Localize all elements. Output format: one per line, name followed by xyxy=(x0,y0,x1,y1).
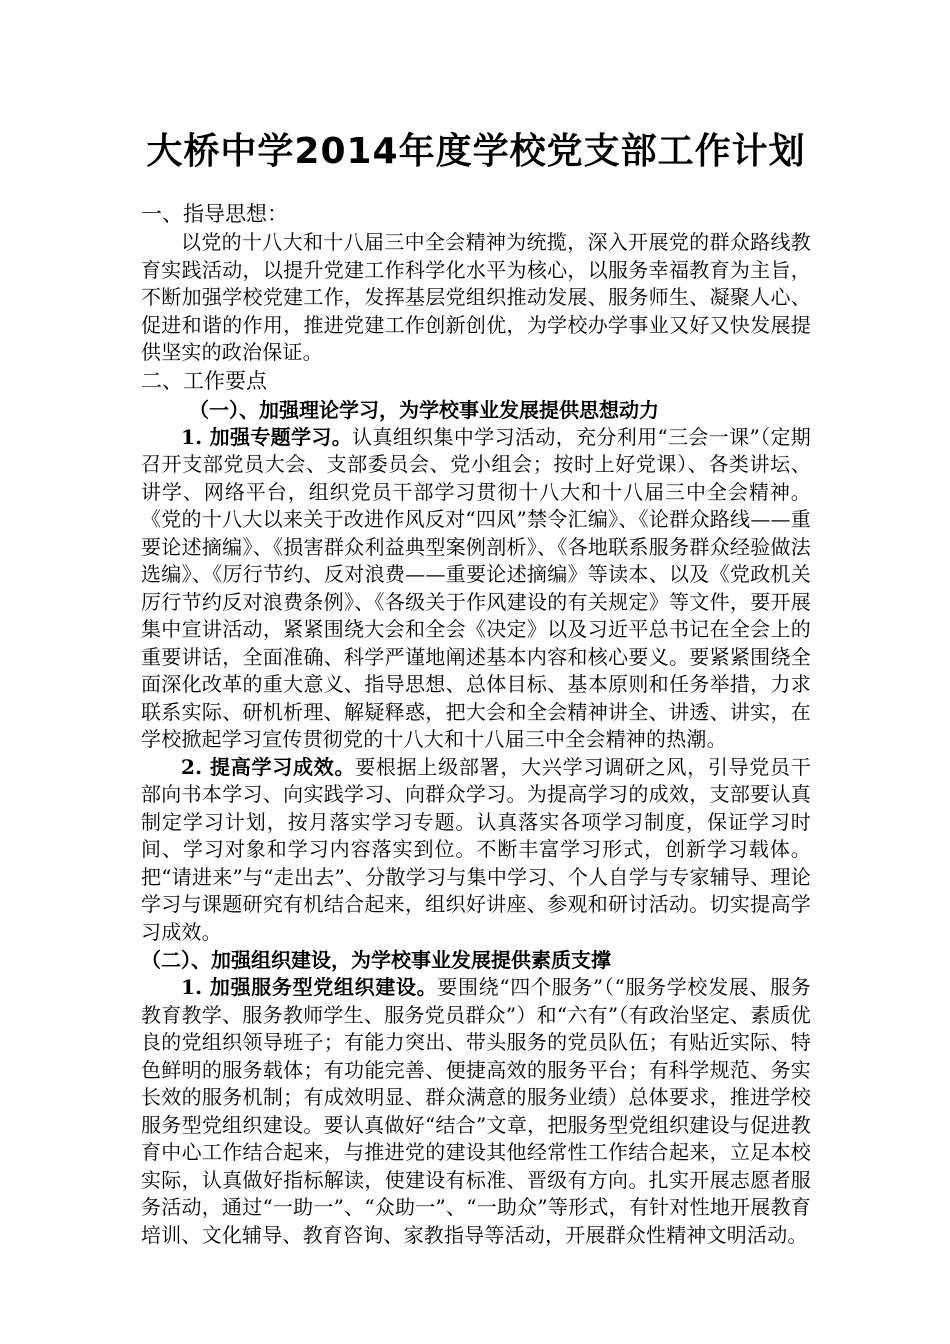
part2-item1 xyxy=(141,974,811,1249)
part2-heading: （二）、加强组织建设，为学校事业发展提供素质支撑 xyxy=(141,948,611,972)
part1-item2 xyxy=(141,754,811,947)
part1-item1-body: 认真组织集中学习活动，充分利用“三会一课”（定期召开支部党员大会、支部委员会、党小组会；按时上好党课）、各类讲坛、讲学、网络平台，组织党员干部学习贯彻十八大和十八届三中全会精神。《党的十八大以来关于改进作风反对“四风”禁令汇编》、《论群众路线——重要论述摘编》、《损害群众利益典型案例剖析》、《各地联系服务群众经验做法选编》、《厉行节约、反对浪费——重要论述摘编》等读本、以及《党政机关厉行节约反对浪费条例》、《各级关于作风建设的有关规定》等文件，要开展集中宣讲活动，紧紧围绕大会和全会《决定》以及习近平总书记在全会上的重要讲话，全面准确、科学严谨地阐述基本内容和核心要义。要紧紧围绕全面深化改革的重大意义、指导思想、总体目标、基本原则和任务举措，力求联系实际、研机析理、解疑释惑，把大会和全会精神讲全、讲透、讲实，在学校掀起学习宣传贯彻党的十八大和十八届三中全会精神的热潮。 xyxy=(141,424,811,751)
part1-item1-lead: 1. 加强专题学习。 xyxy=(181,424,353,449)
part2-item1-body: 要围绕“四个服务”（“服务学校发展、服务教育教学、服务教师学生、服务党员群众”）和“六有”（有政治坚定、素质优良的党组织领导班子；有能力突出、带头服务的党员队伍；有贴近实际、特色鲜明的服务载体；有功能完善、便捷高效的服务平台；有科学规范、务实长效的服务机制；有成效明显、群众满意的服务业绩）总体要求，推进学校服务型党组织建设。要认真做好“结合”文章，把服务型党组织建设与促进教育中心工作结合起来，与推进党的建设其他经常性工作结合起来，立足本校实际，认真做好指标解读，使建设有标准、晋级有方向。扎实开展志愿者服务活动，通过“一助一”、“众助一”、“一助众”等形式，有针对性地开展教育培训、文化辅导、教育咨询、家教指导等活动，开展群众性精神文明活动。 xyxy=(141,975,811,1247)
document-title: 大桥中学2014年度学校党支部工作计划 xyxy=(146,131,806,172)
part1-heading: （一）、加强理论学习，为学校事业发展提供思想动力 xyxy=(189,397,659,422)
section-guiding-body: 以党的十八大和十八届三中全会精神为统揽，深入开展党的群众路线教育实践活动，以提升党建工作科学化水平为核心，以服务幸福教育为主旨，不断加强学校党建工作，发挥基层党组织推动发展、服务师生、凝聚人心、促进和谐的作用，推进党建工作创新创优，为学校办学事业又好又快发展提供坚实的政治保证。 xyxy=(141,230,811,364)
part2-item1-lead: 1. 加强服务型党组织建设。 xyxy=(181,975,438,999)
part1-item2-lead: 2. 提高学习成效。 xyxy=(181,754,356,779)
section-guiding-heading: 一、指导思想： xyxy=(141,202,288,226)
section-key-points-heading: 二、工作要点 xyxy=(141,368,267,393)
part1-item1 xyxy=(141,424,811,754)
document-page xyxy=(141,128,811,1249)
part1-item2-body: 要根据上级部署，大兴学习调研之风，引导党员干部向书本学习、向实践学习、向群众学习。为提高学习的成效，支部要认真制定学习计划，按月落实学习专题。认真落实各项学习制度，保证学习时间、学习对象和学习内容落实到位。不断丰富学习形式，创新学习载体。把“请进来”与“走出去”、分散学习与集中学习、个人自学与专家辅导、理论学习与课题研究有机结合起来，组织好讲座、参观和研讨活动。切实提高学习成效。 xyxy=(141,754,811,944)
